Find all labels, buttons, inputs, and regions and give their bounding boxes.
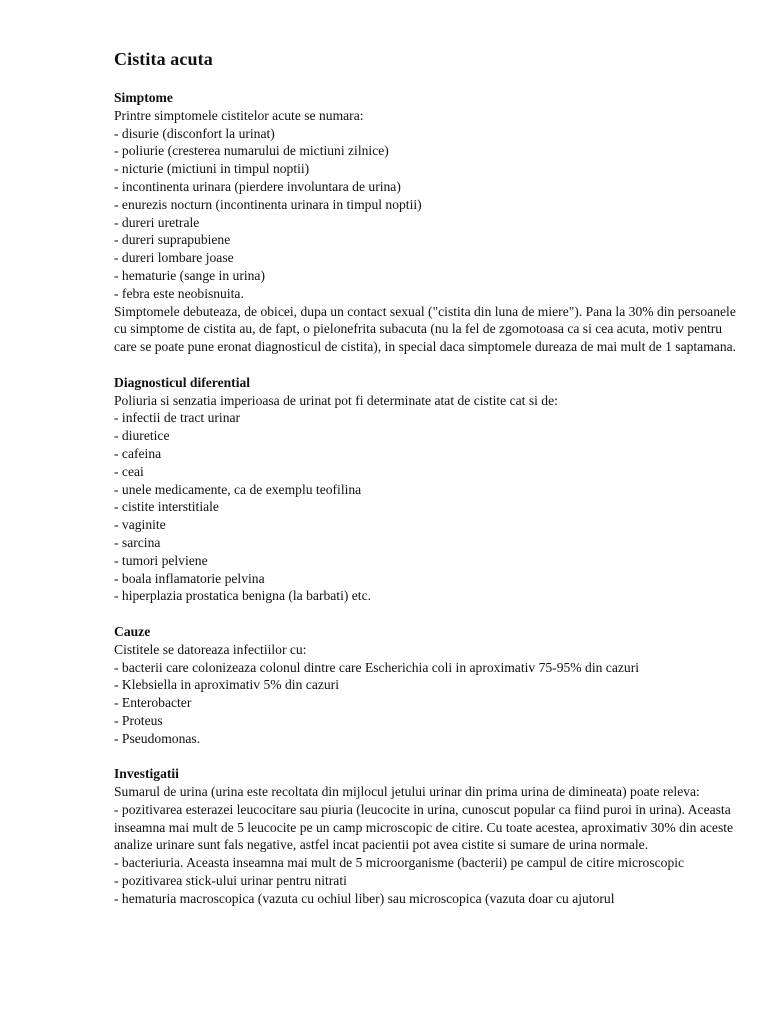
list-item: - disurie (disconfort la urinat) (114, 125, 275, 141)
section-intro-line: Printre simptomele cistitelor acute se numara: (114, 107, 364, 123)
list-item: - Klebsiella in aproximativ 5% din cazuri (114, 677, 339, 693)
list-item: - infectii de tract urinar (114, 410, 241, 426)
section-intro-line: Cistitele se datoreaza infectiilor cu: (114, 641, 307, 657)
page-title: Cistita acuta (114, 49, 213, 69)
list-item: - pozitivarea esterazei leucocitare sau piuria (leucocite in urina, cunoscut popular ca fiind puroi in urina). Aceasta inseamna mai mult de 5 leucocite pe un camp microscopic de citire. Cu toate acestea, aproximativ 30% din aceste analize urinare sunt fals negative, astfel incat pacientii pot avea cistite si sumare de urina normale. (114, 801, 734, 853)
list-item: - ceai (114, 463, 144, 479)
list-item: - tumori pelviene (114, 552, 208, 568)
list-item: - hematuria macroscopica (vazuta cu ochiul liber) sau microscopica (vazuta doar cu ajutorul (114, 890, 615, 906)
list-item: - poliurie (cresterea numarului de mictiuni zilnice) (114, 143, 389, 159)
list-item: - nicturie (mictiuni in timpul noptii) (114, 161, 310, 177)
section-heading: Cauze (114, 623, 151, 639)
list-item: - dureri suprapubiene (114, 232, 231, 248)
section-intro-line: Poliuria si senzatia imperioasa de urinat pot fi determinate atat de cistite cat si de: (114, 392, 558, 408)
list-item: - dureri lombare joase (114, 250, 234, 266)
list-item: - incontinenta urinara (pierdere involuntara de urina) (114, 178, 401, 194)
list-item: - sarcina (114, 534, 161, 550)
section-heading: Simptome (114, 90, 173, 105)
list-item: - Pseudomonas. (114, 730, 201, 746)
section-3 (114, 623, 744, 748)
list-item: - dureri uretrale (114, 214, 200, 230)
list-item: - boala inflamatorie pelvina (114, 570, 265, 586)
document-page (114, 48, 744, 908)
section-intro-paragraph: Sumarul de urina (urina este recoltata din mijlocul jetului urinar din prima urina de dimineata) poate releva: (114, 784, 700, 800)
list-item: - enurezis nocturn (incontinenta urinara in timpul noptii) (114, 196, 422, 212)
list-item: - Enterobacter (114, 695, 192, 711)
list-item: - hiperplazia prostatica benigna (la barbati) etc. (114, 588, 372, 604)
list-item: - vaginite (114, 517, 166, 533)
list-item: - pozitivarea stick-ului urinar pentru nitrati (114, 873, 347, 889)
list-item: - febra este neobisnuita. (114, 285, 244, 301)
section-paragraph: Simptomele debuteaza, de obicei, dupa un contact sexual ("cistita din luna de miere"). Pana la 30% din persoanele cu simptome de cistita au, de fapt, o pielonefrita subacuta (nu la fel de zgomotoasa ca si cea acuta, motiv pentru care se poate pune eronat diagnosticul de cistita), in special daca simptomele dureaza de mai mult de 1 saptamana. (114, 303, 737, 355)
section-heading: Investigatii (114, 766, 179, 782)
list-item: - diuretice (114, 428, 170, 444)
section-heading: Diagnosticul diferential (114, 374, 251, 390)
list-item: - unele medicamente, ca de exemplu teofilina (114, 481, 362, 497)
list-item: - bacterii care colonizeaza colonul dintre care Escherichia coli in aproximativ 75-95% din cazuri (114, 659, 639, 675)
document-body (114, 89, 744, 908)
list-item: - Proteus (114, 712, 163, 728)
list-item: - cafeina (114, 445, 162, 461)
section-1 (114, 89, 744, 356)
list-item: - cistite interstitiale (114, 499, 219, 515)
list-item: - bacteriuria. Aceasta inseamna mai mult de 5 microorganisme (bacterii) pe campul de citire microscopic (114, 855, 685, 871)
section-2 (114, 374, 744, 605)
list-item: - hematurie (sange in urina) (114, 267, 265, 283)
section-4 (114, 765, 744, 907)
